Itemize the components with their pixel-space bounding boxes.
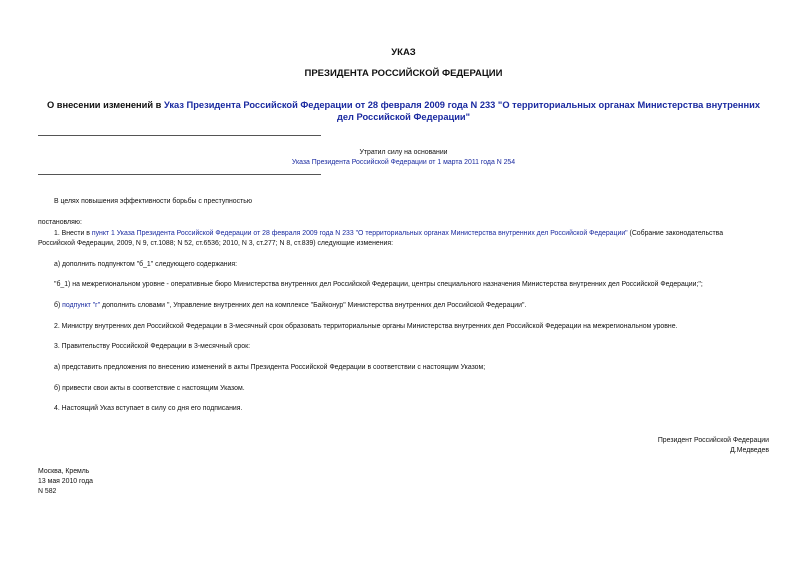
subparagraph-1a: а) дополнить подпунктом "б_1" следующего содержания: xyxy=(54,261,238,268)
subparagraph-1b-suffix: дополнить словами ", Управление внутренних дел на комплексе "Байконур" Министерства внутренних дел Российской Федерации". xyxy=(100,302,527,309)
subparagraph-1b xyxy=(54,300,526,311)
preamble: В целях повышения эффективности борьбы с преступностью xyxy=(54,198,253,205)
subparagraph-3a: а) представить предложения по внесению изменений в акты Президента Российской Федерации в соответствии с настоящим Указом; xyxy=(54,364,486,371)
doc-type-heading: УКАЗ xyxy=(391,47,416,58)
paragraph-1-link[interactable]: пункт 1 Указа Президента Российской Федерации от 28 февраля 2009 года N 233 "О территориальных органах Министерства внутренних дел Российской Федерации" xyxy=(91,230,628,237)
divider-top xyxy=(38,135,321,136)
paragraph-4: 4. Настоящий Указ вступает в силу со дня его подписания. xyxy=(54,405,243,412)
subparagraph-1b-prefix: б) xyxy=(54,302,63,309)
paragraph-2: 2. Министру внутренних дел Российской Федерации в 3-месячный срок образовать территориальные органы Министерства внутренних дел Российской Федерации на межрегиональном уровне. xyxy=(54,323,678,330)
paragraph-3: 3. Правительству Российской Федерации в 3-месячный срок: xyxy=(54,343,250,350)
divider-bottom xyxy=(38,174,321,175)
signatory-position: Президент Российской Федерации xyxy=(657,437,769,444)
paragraph-1-suffix: (Собрание законодательства xyxy=(627,230,724,237)
doc-title xyxy=(40,99,767,123)
amended-decree-link[interactable]: Указ Президента Российской Федерации от 28 февраля 2009 года N 233 "О территориальных органах Министерства внутренних дел Российской Федерации" xyxy=(163,100,761,122)
paragraph-1-prefix: 1. Внести в xyxy=(54,230,92,237)
repealing-decree-link[interactable]: Указа Президента Российской Федерации от 1 марта 2011 года N 254 xyxy=(291,159,516,166)
subparagraph-3b: б) привести свои акты в соответствие с настоящим Указом. xyxy=(54,385,245,392)
subparagraph-1a-quote: "б_1) на межрегиональном уровне - оперативные бюро Министерства внутренних дел Российской Федерации, центры специального назначения Министерства внутренних дел Российской Федерации;"; xyxy=(54,281,703,288)
decree-number: N 582 xyxy=(38,488,57,495)
subparagraph-g-link[interactable]: подпункт "г" xyxy=(62,302,101,309)
decree-word: постановляю: xyxy=(38,219,82,226)
status-text: Утратил силу на основании xyxy=(359,149,448,156)
signatory-name: Д.Медведев xyxy=(730,447,769,454)
paragraph-1-line2: Российской Федерации, 2009, N 9, ст.1088; N 52, ст.6536; 2010, N 3, ст.277; N 8, ст.839) следующие изменения: xyxy=(38,240,394,247)
signing-date: 13 мая 2010 года xyxy=(38,478,93,485)
doc-title-prefix: О внесении изменений в xyxy=(46,100,164,110)
issuer-heading: ПРЕЗИДЕНТА РОССИЙСКОЙ ФЕДЕРАЦИИ xyxy=(304,68,503,79)
signing-place: Москва, Кремль xyxy=(38,468,90,475)
